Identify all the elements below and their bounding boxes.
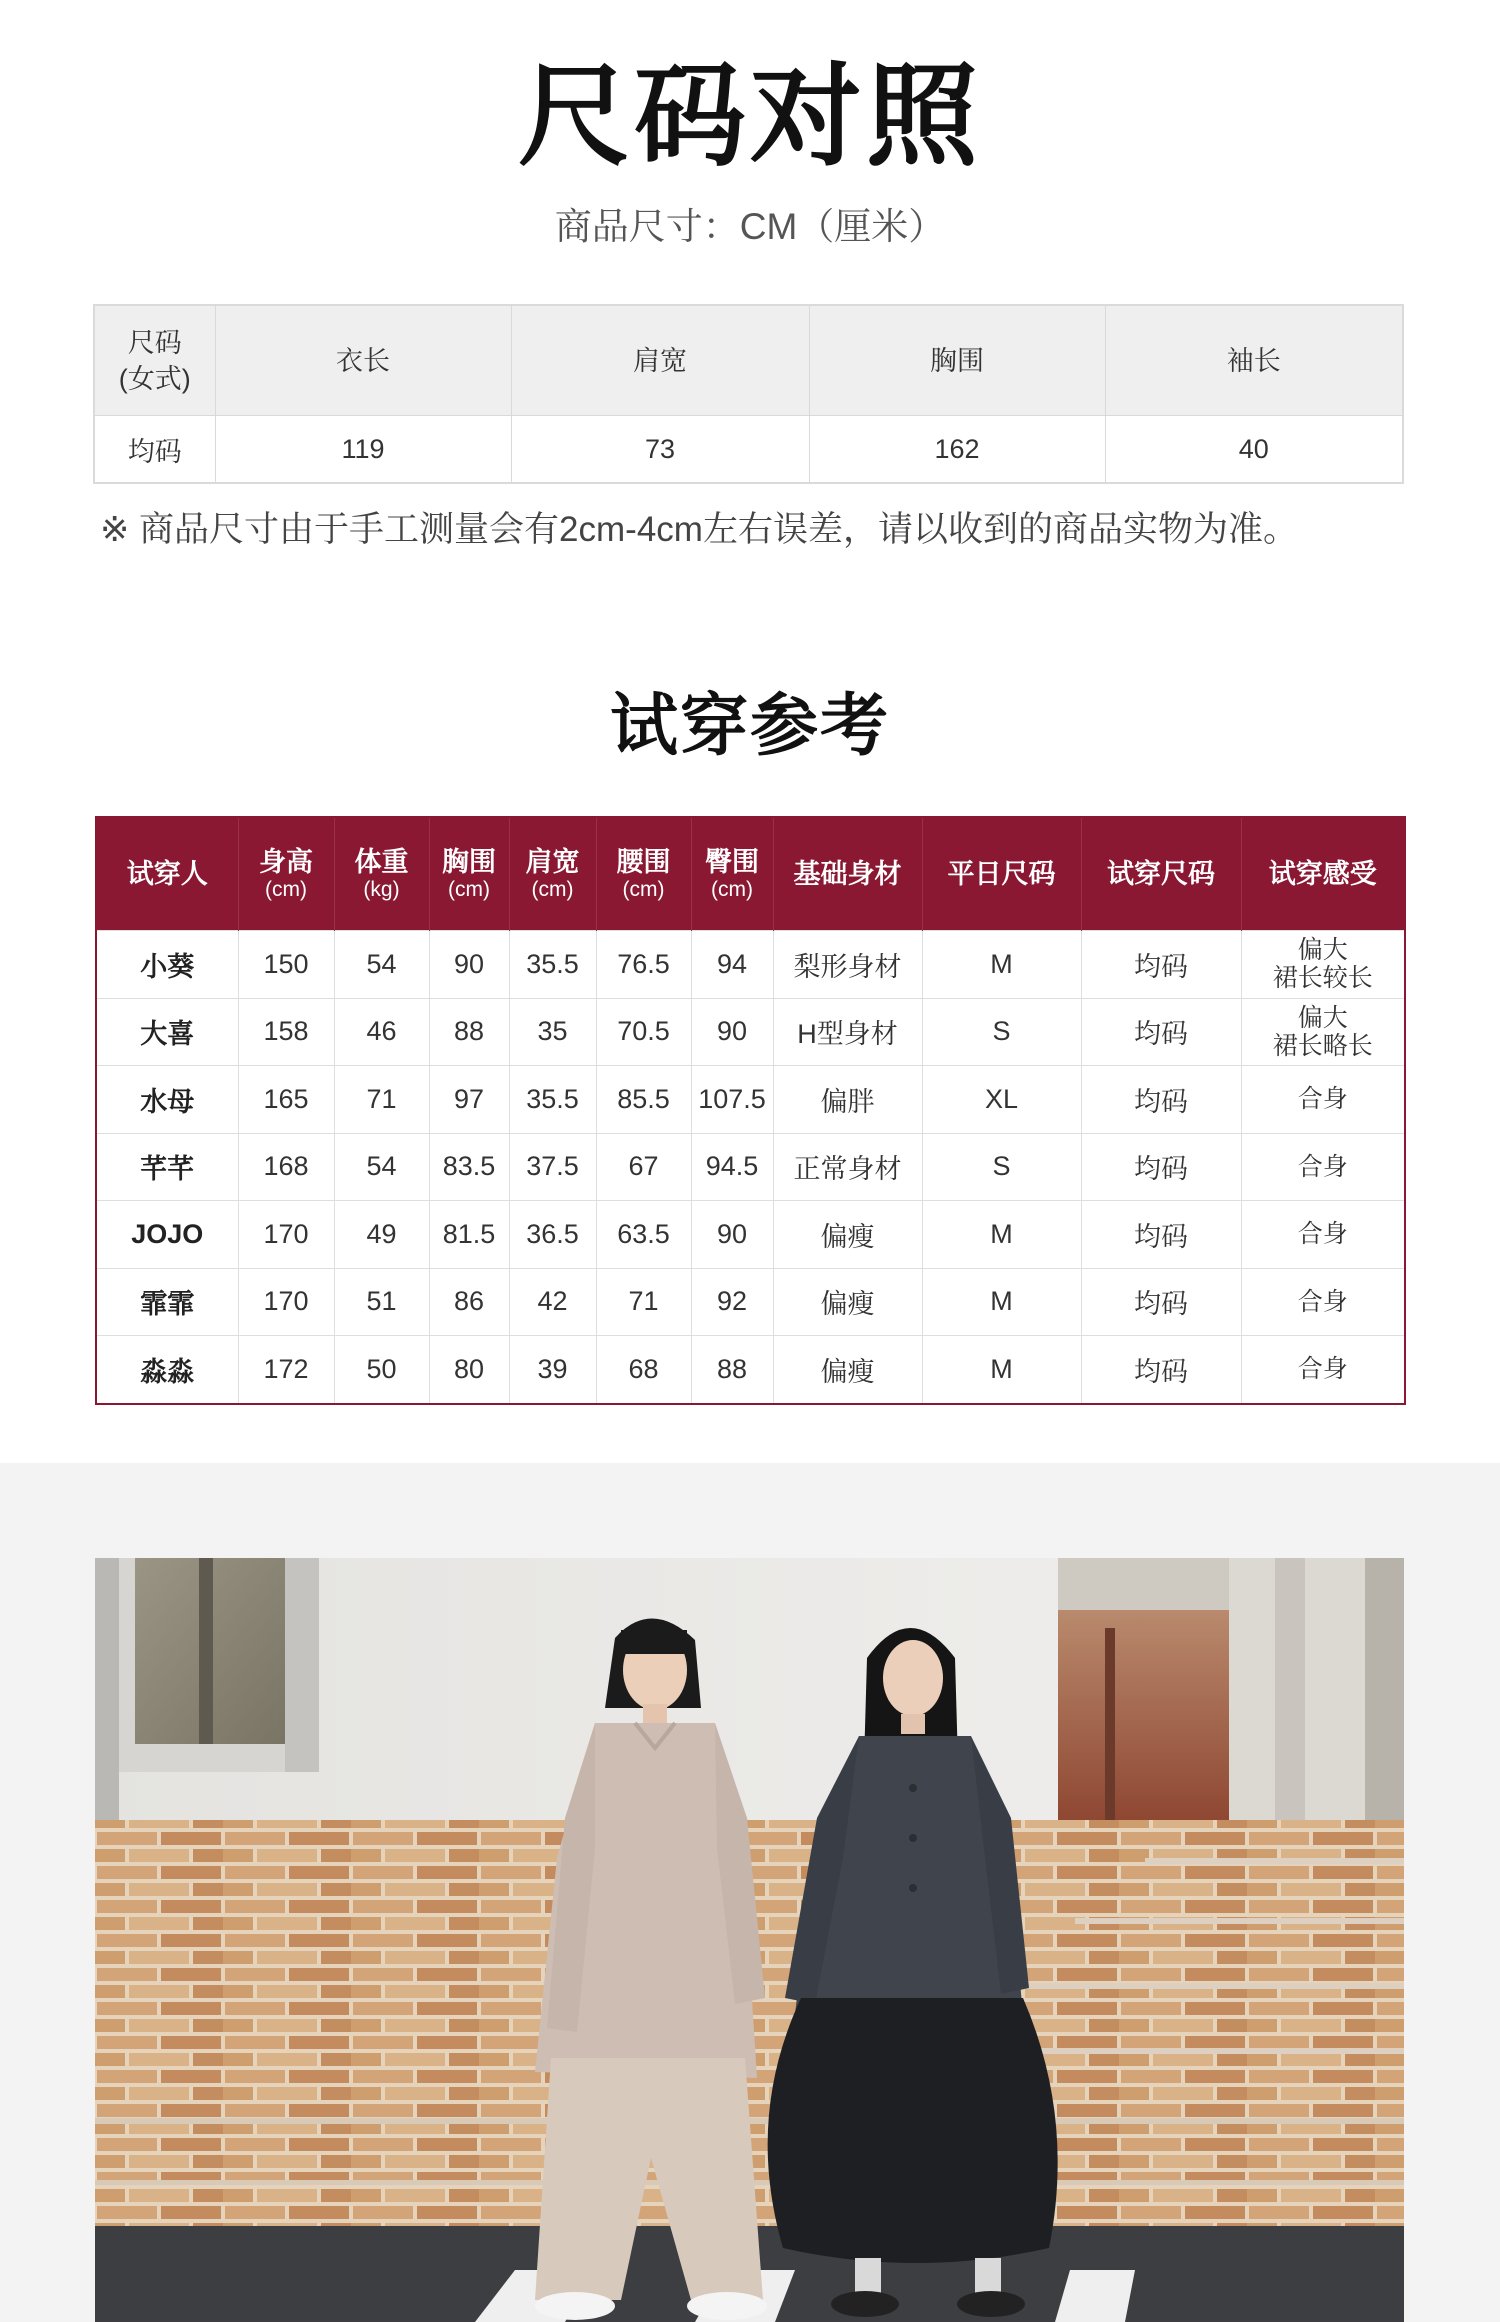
cell-hip: 88 xyxy=(691,1336,773,1404)
cell-fit-feeling: 偏大 裙长较长 xyxy=(1241,931,1405,999)
fit-header-unit: (kg) xyxy=(363,878,400,901)
fit-reference-table xyxy=(95,816,1406,1405)
header-shoulder: 肩宽 xyxy=(511,305,809,416)
fit-header-weight xyxy=(334,817,429,931)
fit-table-row xyxy=(96,1201,1405,1269)
fit-header-unit: (cm) xyxy=(531,878,574,901)
cell-body-type: 偏瘦 xyxy=(773,1201,922,1269)
cell-waist: 76.5 xyxy=(596,931,691,999)
fit-header-label: 肩宽 xyxy=(525,847,580,877)
cell-fit-feeling: 合身 xyxy=(1241,1336,1405,1404)
cell-shoulder: 35.5 xyxy=(509,931,596,999)
fit-header-unit: (cm) xyxy=(265,878,307,901)
size-table-header-row xyxy=(94,305,1403,416)
cell-tried-size: 均码 xyxy=(1081,1336,1241,1404)
cell-body-type: 偏瘦 xyxy=(773,1336,922,1404)
cell-hip: 90 xyxy=(691,998,773,1066)
cell-length: 119 xyxy=(215,416,511,484)
cell-fit-feeling: 合身 xyxy=(1241,1201,1405,1269)
cell-shoulder: 39 xyxy=(509,1336,596,1404)
cell-tried-size: 均码 xyxy=(1081,931,1241,999)
fit-header-body-type xyxy=(773,817,922,931)
cell-height: 172 xyxy=(238,1336,334,1404)
size-chart-title: 尺码对照 xyxy=(518,54,982,179)
cell-bust: 83.5 xyxy=(429,1133,509,1201)
cell-tester-name: 大喜 xyxy=(96,998,238,1066)
cell-tester-name: 芊芊 xyxy=(96,1133,238,1201)
cell-fit-feeling: 合身 xyxy=(1241,1133,1405,1201)
fit-header-height xyxy=(238,817,334,931)
fit-header-tester-name xyxy=(96,817,238,931)
cell-tester-name: JOJO xyxy=(96,1201,238,1269)
cell-weight: 50 xyxy=(334,1336,429,1404)
cell-usual-size: XL xyxy=(922,1066,1081,1134)
cell-height: 170 xyxy=(238,1268,334,1336)
cell-hip: 90 xyxy=(691,1201,773,1269)
cell-usual-size: S xyxy=(922,1133,1081,1201)
fit-header-waist xyxy=(596,817,691,931)
fit-table-row xyxy=(96,1133,1405,1201)
cell-hip: 107.5 xyxy=(691,1066,773,1134)
cell-height: 158 xyxy=(238,998,334,1066)
size-chart-subtitle: 商品尺寸：CM（厘米） xyxy=(554,206,946,247)
fit-header-label: 体重 xyxy=(354,847,409,877)
size-table xyxy=(93,304,1404,484)
header-sleeve: 袖长 xyxy=(1105,305,1403,416)
fit-header-label: 试穿感受 xyxy=(1268,859,1377,889)
fit-table-row xyxy=(96,998,1405,1066)
cell-weight: 54 xyxy=(334,1133,429,1201)
cell-height: 170 xyxy=(238,1201,334,1269)
cell-height: 168 xyxy=(238,1133,334,1201)
cell-waist: 70.5 xyxy=(596,998,691,1066)
fit-header-usual-size xyxy=(922,817,1081,931)
cell-bust: 97 xyxy=(429,1066,509,1134)
cell-shoulder: 35 xyxy=(509,998,596,1066)
fit-header-hip xyxy=(691,817,773,931)
cell-hip: 92 xyxy=(691,1268,773,1336)
cell-tried-size: 均码 xyxy=(1081,1268,1241,1336)
cell-tester-name: 小葵 xyxy=(96,931,238,999)
cell-waist: 68 xyxy=(596,1336,691,1404)
cell-tried-size: 均码 xyxy=(1081,1133,1241,1201)
cell-sleeve: 40 xyxy=(1105,416,1403,484)
cell-bust: 162 xyxy=(809,416,1105,484)
cell-fit-feeling: 偏大 裙长略长 xyxy=(1241,998,1405,1066)
cell-shoulder: 35.5 xyxy=(509,1066,596,1134)
cell-tester-name: 水母 xyxy=(96,1066,238,1134)
cell-hip: 94.5 xyxy=(691,1133,773,1201)
cell-usual-size: M xyxy=(922,1201,1081,1269)
model-photo-illustration xyxy=(95,1558,1404,2322)
fit-table-row xyxy=(96,931,1405,999)
cell-weight: 54 xyxy=(334,931,429,999)
fit-header-unit: (cm) xyxy=(448,878,490,901)
fit-header-unit: (cm) xyxy=(711,878,753,901)
cell-waist: 67 xyxy=(596,1133,691,1201)
cell-waist: 71 xyxy=(596,1268,691,1336)
header-length: 衣长 xyxy=(215,305,511,416)
cell-weight: 49 xyxy=(334,1201,429,1269)
fit-header-label: 腰围 xyxy=(616,847,671,877)
cell-usual-size: M xyxy=(922,1336,1081,1404)
cell-bust: 86 xyxy=(429,1268,509,1336)
fit-header-unit: (cm) xyxy=(622,878,665,901)
fit-header-label: 平日尺码 xyxy=(947,859,1056,889)
fit-table-row xyxy=(96,1066,1405,1134)
fit-header-label: 胸围 xyxy=(442,847,496,877)
cell-body-type: H型身材 xyxy=(773,998,922,1066)
cell-fit-feeling: 合身 xyxy=(1241,1066,1405,1134)
cell-shoulder: 37.5 xyxy=(509,1133,596,1201)
fit-header-fit-feeling xyxy=(1241,817,1405,931)
cell-weight: 71 xyxy=(334,1066,429,1134)
header-size: 尺码 (女式) xyxy=(94,305,215,416)
cell-height: 165 xyxy=(238,1066,334,1134)
fit-table-header-row xyxy=(96,817,1405,931)
measurement-note: ※ 商品尺寸由于手工测量会有2cm-4cm左右误差，请以收到的商品实物为准。 xyxy=(100,510,1298,549)
photo-scenery xyxy=(95,1558,1404,1858)
fit-header-bust xyxy=(429,817,509,931)
cell-usual-size: M xyxy=(922,931,1081,999)
cell-hip: 94 xyxy=(691,931,773,999)
cell-weight: 51 xyxy=(334,1268,429,1336)
cell-body-type: 梨形身材 xyxy=(773,931,922,999)
cell-height: 150 xyxy=(238,931,334,999)
cell-tried-size: 均码 xyxy=(1081,1066,1241,1134)
cell-shoulder: 73 xyxy=(511,416,809,484)
cell-waist: 63.5 xyxy=(596,1201,691,1269)
cell-body-type: 偏胖 xyxy=(773,1066,922,1134)
cell-bust: 81.5 xyxy=(429,1201,509,1269)
fit-header-label: 臀围 xyxy=(705,847,759,877)
header-bust: 胸围 xyxy=(809,305,1105,416)
cell-shoulder: 36.5 xyxy=(509,1201,596,1269)
cell-body-type: 正常身材 xyxy=(773,1133,922,1201)
cell-fit-feeling: 合身 xyxy=(1241,1268,1405,1336)
model-photo xyxy=(95,1558,1404,2322)
cell-shoulder: 42 xyxy=(509,1268,596,1336)
cell-waist: 85.5 xyxy=(596,1066,691,1134)
fit-header-label: 试穿人 xyxy=(126,859,208,889)
fit-header-label: 身高 xyxy=(259,847,313,877)
cell-usual-size: S xyxy=(922,998,1081,1066)
cell-body-type: 偏瘦 xyxy=(773,1268,922,1336)
fit-header-label: 基础身材 xyxy=(793,859,902,889)
cell-tried-size: 均码 xyxy=(1081,1201,1241,1269)
fit-reference-title: 试穿参考 xyxy=(609,688,890,764)
cell-bust: 88 xyxy=(429,998,509,1066)
cell-size: 均码 xyxy=(94,416,215,484)
fit-header-shoulder xyxy=(509,817,596,931)
fit-table-row xyxy=(96,1268,1405,1336)
cell-bust: 90 xyxy=(429,931,509,999)
fit-header-label: 试穿尺码 xyxy=(1107,859,1215,889)
cell-bust: 80 xyxy=(429,1336,509,1404)
fit-table-row xyxy=(96,1336,1405,1404)
cell-tester-name: 霏霏 xyxy=(96,1268,238,1336)
cell-weight: 46 xyxy=(334,998,429,1066)
size-table-row xyxy=(94,416,1403,484)
cell-tried-size: 均码 xyxy=(1081,998,1241,1066)
cell-usual-size: M xyxy=(922,1268,1081,1336)
cell-tester-name: 淼淼 xyxy=(96,1336,238,1404)
fit-header-tried-size xyxy=(1081,817,1241,931)
